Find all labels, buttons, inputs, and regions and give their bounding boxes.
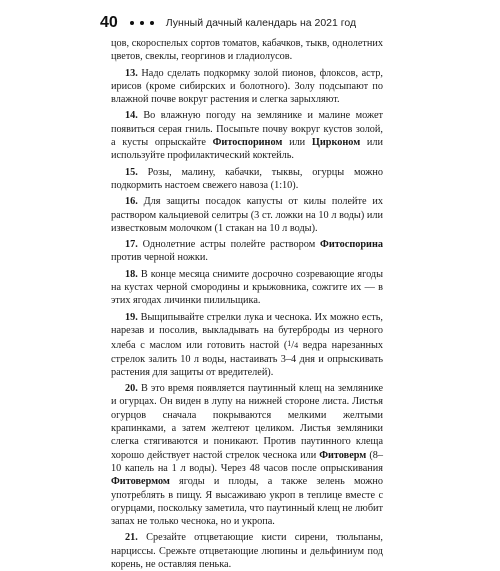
item-number: 14. xyxy=(125,110,138,122)
paragraph-text: Срезайте отцветающие кисти сирени, тюльпаны, нарциссы. Срежьте отцветающие люпины и дельфиниум под корень, не оставляя пенька. xyxy=(111,532,383,570)
page-header xyxy=(100,12,356,34)
paragraph-text: В конце месяца снимите досрочно созревающие ягоды на кустах черной смородины и крыжовника, сожгите их — в этих ягодах личинки пилильщика. xyxy=(111,268,383,307)
separator-dots xyxy=(130,21,154,25)
product-name: Фитовермом xyxy=(111,476,170,488)
item-number: 17. xyxy=(125,239,138,251)
item-number: 16. xyxy=(125,196,138,208)
product-name: Фитоспорином xyxy=(212,137,283,149)
paragraph-17 xyxy=(111,238,383,265)
product-name: Фитоспорина xyxy=(320,239,383,251)
item-number: 20. xyxy=(125,383,138,395)
paragraph-text: Во влажную погоду на землянике и малине может появиться серая гниль. Посыпьте почву вокруг кустов золой, а кусты опрыскайте xyxy=(111,110,383,149)
paragraph-text: Однолетние астры полейте раствором xyxy=(137,239,321,251)
fraction-slash: / xyxy=(291,340,295,352)
paragraph-text: или используйте профилактический коктейль. xyxy=(111,137,383,162)
paragraph-15 xyxy=(111,166,383,193)
paragraph-19 xyxy=(111,311,383,379)
dot-icon xyxy=(130,21,134,25)
paragraph-20 xyxy=(111,382,383,528)
dot-icon xyxy=(150,21,154,25)
page-body xyxy=(111,37,383,571)
fraction-numerator: 1 xyxy=(287,339,292,349)
paragraph-continued xyxy=(111,37,383,64)
dot-icon xyxy=(140,21,144,25)
paragraph-21 xyxy=(111,531,383,571)
fraction-denominator: 4 xyxy=(294,341,299,351)
item-number: 13. xyxy=(125,67,138,79)
paragraph-18 xyxy=(111,268,383,308)
item-number: 21. xyxy=(125,532,138,544)
paragraph-text: ведра нарезанных стрелок залить 10 л воды, настаивать 3–4 дня и опрыскивать растения для защиты от вредителей). xyxy=(111,340,383,378)
paragraph-16 xyxy=(111,195,383,235)
running-title: Лунный дачный календарь на 2021 год xyxy=(165,17,357,29)
product-name: Цирконом xyxy=(311,137,361,149)
paragraph-text: цов, скороспелых сортов томатов, кабачков, тыкв, однолетних цветов, свеклы, георгинов и гладиолусов. xyxy=(111,38,383,63)
paragraph-text: (8–10 капель на 1 л воды). Через 48 часов после опрыскивания xyxy=(111,449,383,474)
paragraph-text: ягоды и плоды, а также зелень можно употреблять в пищу. Я высаживаю укроп в теплице вместе с огурцами, поскольку заметила, что паутинный клещ не любит запах не только чеснока, но и укропа. xyxy=(111,476,383,528)
paragraph-text: против черной ножки. xyxy=(111,252,208,264)
paragraph-13 xyxy=(111,67,383,107)
paragraph-text: В это время появляется паутинный клещ на землянике и огурцах. Он виден в лупу на нижней стороне листа. Листья огурцов сначала покрываются мелкими желтыми крапинками, а затем желтеют целиком. Листья земляники слегка стягиваются и поникают. Против паутинного клеща хорошо действует настой стрелок чеснока или xyxy=(111,383,383,461)
paragraph-text: Розы, малину, кабачки, тыквы, огурцы можно подкормить настоем свежего навоза (1:10). xyxy=(111,166,383,191)
paragraph-text: или xyxy=(282,137,312,149)
paragraph-14 xyxy=(111,109,383,162)
product-name: Фитоверм xyxy=(319,449,367,461)
item-number: 19. xyxy=(125,311,138,323)
paragraph-text: Для защиты посадок капусты от килы полейте их раствором кальциевой селитры (3 ст. ложки на 10 л воды) или известковым молочком (1 стакан на 10 л воды). xyxy=(111,196,383,234)
item-number: 15. xyxy=(125,166,138,178)
paragraph-text: Выщипывайте стрелки лука и чеснока. Их можно есть, нарезав и посолив, выкладывать на бутерброды из черного хлеба с маслом или готовить настой ( xyxy=(111,311,383,352)
item-number: 18. xyxy=(125,268,138,280)
page-number: 40 xyxy=(100,14,118,31)
paragraph-text: Надо сделать подкормку золой пионов, флоксов, астр, ирисов (кроме сибирских и болотного). Золу подсыпают по влажной почве вокруг растения и слегка зарыхляют. xyxy=(111,67,383,106)
